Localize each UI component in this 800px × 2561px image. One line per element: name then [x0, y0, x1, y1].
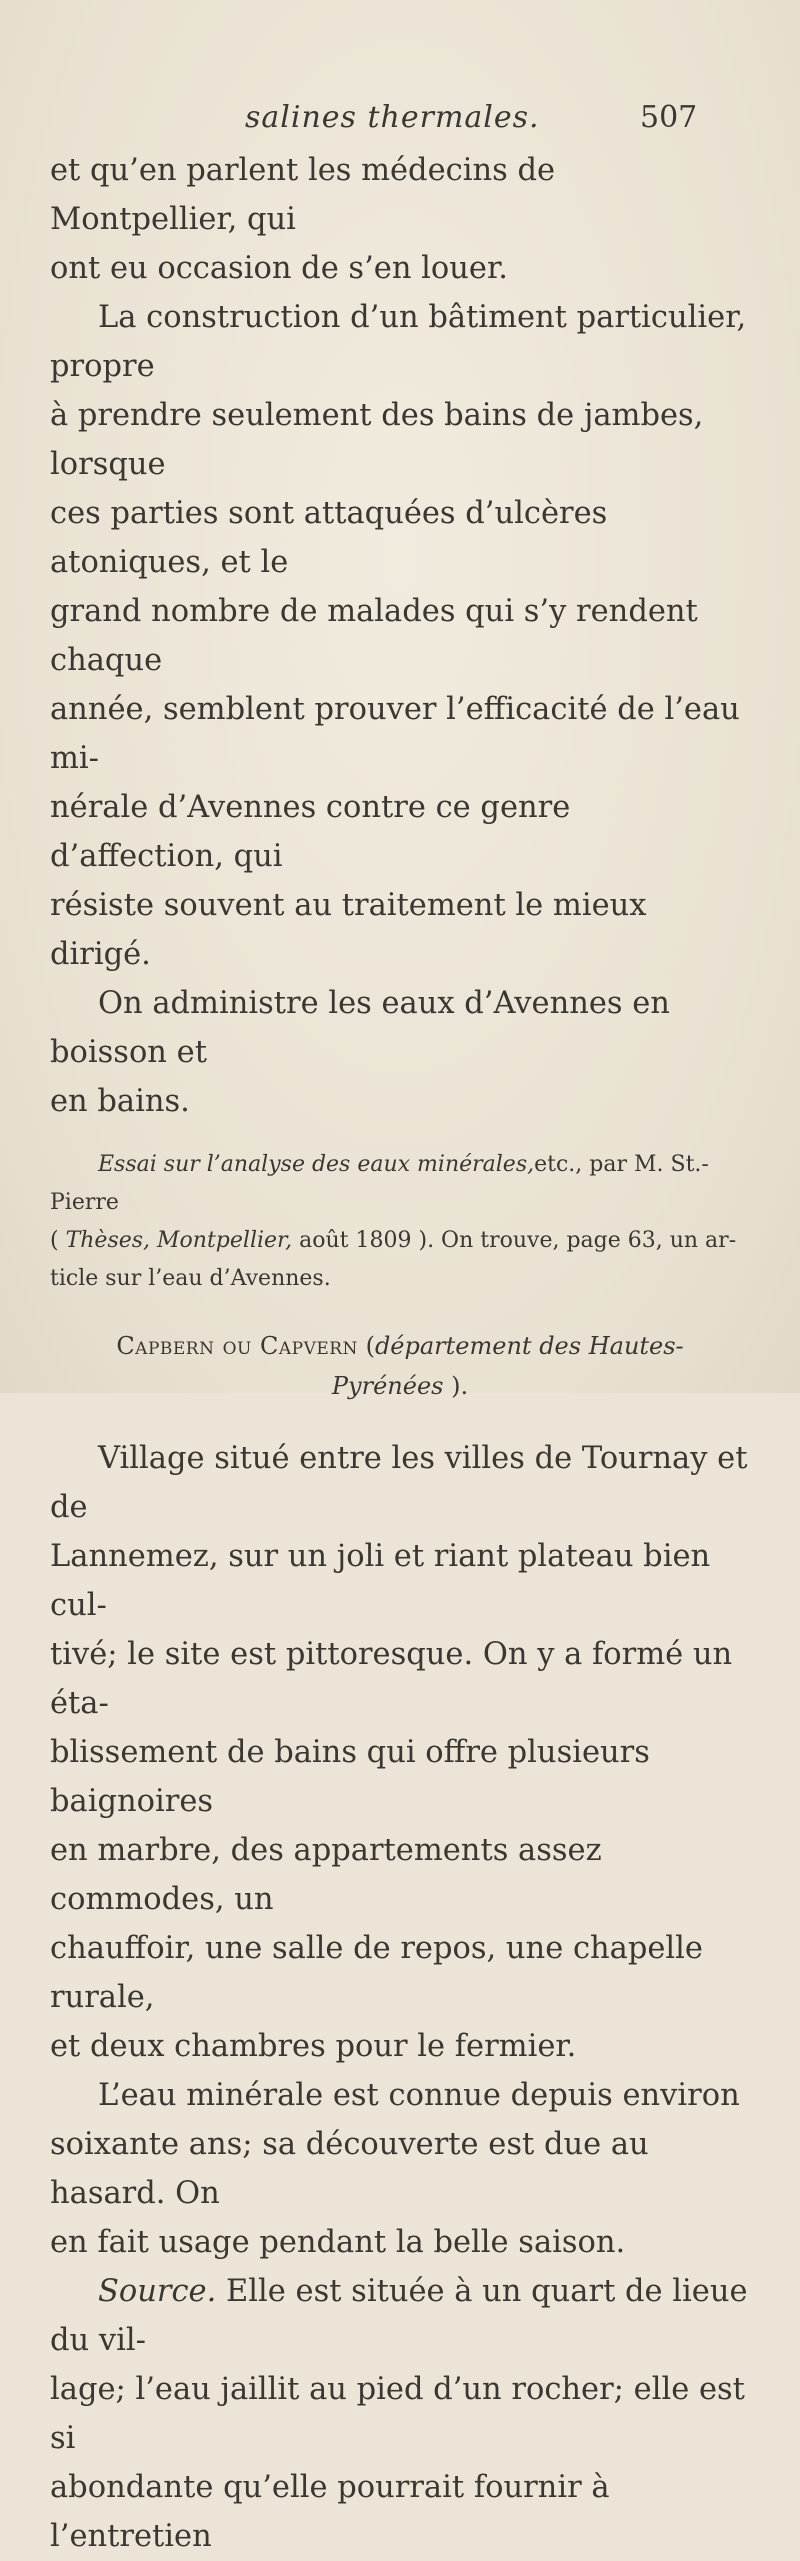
paragraph-continuation: et qu’en parlent les médecins de Montpellier, qui ont eu occasion de s’en louer. — [50, 153, 556, 286]
paragraph-village: Village situé entre les villes de Tournay et de Lannemez, sur un joli et riant plateau bien cul- tivé; le site est pittoresque. On y a formé un éta- blissement de bains qui offre plusieurs baignoires en marbre, des appartements assez commodes, un chauffoir, une salle de repos, une chapelle rurale, et deux chambres pour le fermier. — [50, 1441, 748, 2064]
bibliographic-reference: Essai sur l’analyse des eaux minérales,etc., par M. St.-Pierre ( Thèses, Montpellier, août 1809 ). On trouve, page 63, un ar- ticle sur l’eau d’Avennes. — [50, 1152, 737, 1291]
section-heading: Capbern ou Capvern (département des Hautes- Pyrénées ). — [116, 1332, 684, 1400]
running-title: salines thermales. — [245, 100, 540, 135]
page-number: 507 — [640, 100, 698, 135]
paragraph-administration: On administre les eaux d’Avennes en boisson et en bains. — [50, 986, 670, 1119]
paragraph-source: Source. Elle est située à un quart de lieue du vil- lage; l’eau jaillit au pied d’un rocher; elle est si abondante qu’elle pourrait fournir à l’entretien — [50, 2274, 748, 2554]
page-header — [40, 92, 740, 142]
paragraph-mineral-water: L’eau minérale est connue depuis environ soixante ans; sa découverte est due au hasard. On en fait usage pendant la belle saison. — [50, 2078, 740, 2260]
paragraph-construction: La construction d’un bâtiment particulier, propre à prendre seulement des bains de jambes, lorsque ces parties sont attaquées d’ulcères atoniques, et le grand nombre de malades qui s’y rendent chaque année, semblent prouver l’efficacité de l’eau mi- nérale d’Avennes contre ce genre d’affection, qui résiste souvent au traitement le mieux dirigé. — [50, 300, 747, 972]
body-text — [50, 146, 750, 2561]
